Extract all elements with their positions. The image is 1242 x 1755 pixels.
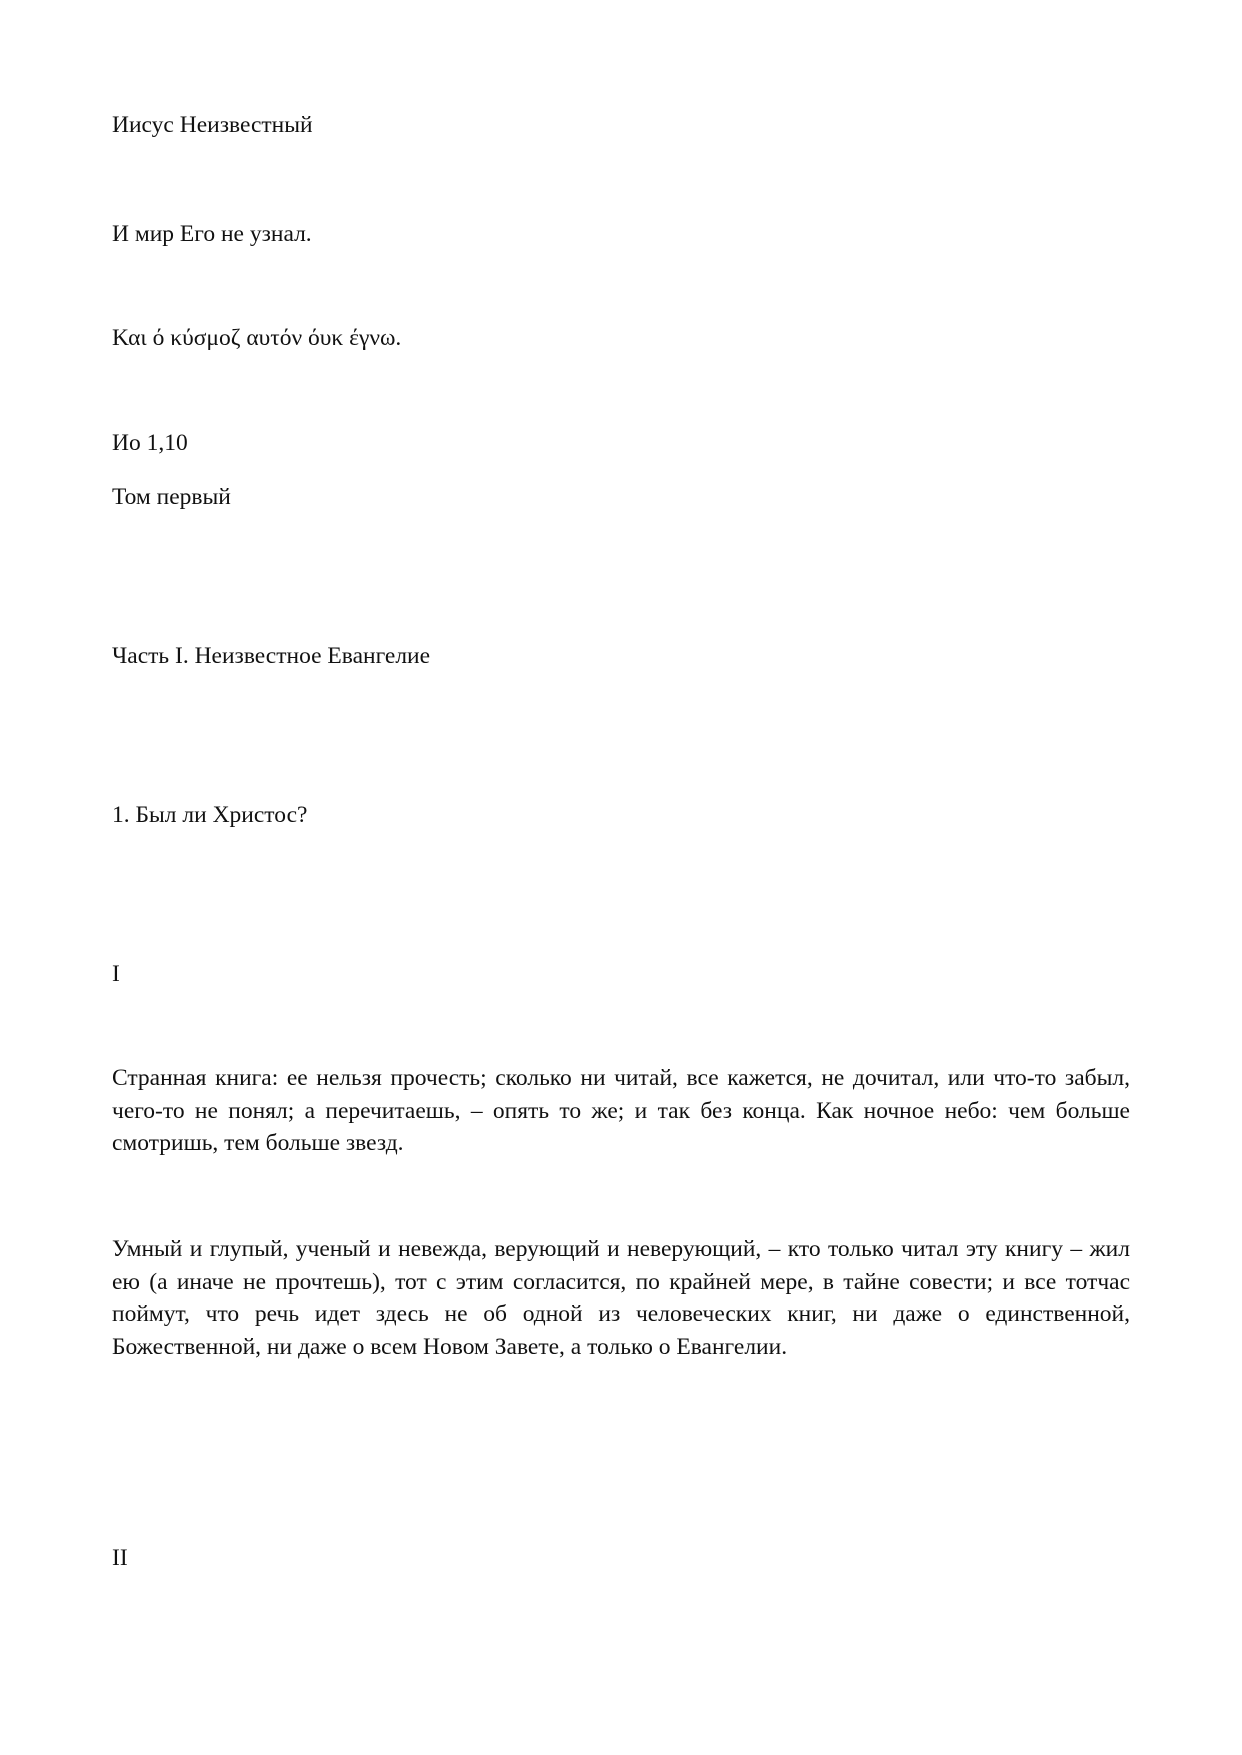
paragraph-1: Странная книга: ее нельзя прочесть; сколько ни читай, все кажется, не дочитал, или что-то забыл, чего-то не понял; а перечитаешь, – опять то же; и так без конца. Как ночное небо: чем больше смотришь, тем больше звезд. [112, 1065, 1130, 1156]
epigraph-greek: Και ό κύσμοζ αυτόν όυκ έγνω. [112, 325, 402, 351]
section-heading-1: I [112, 961, 120, 987]
section-heading-2: II [112, 1545, 128, 1571]
epigraph-reference: Ио 1,10 [112, 430, 188, 456]
chapter-heading: 1. Был ли Христос? [112, 802, 308, 828]
volume-heading: Том первый [112, 484, 231, 510]
epigraph-russian: И мир Его не узнал. [112, 221, 312, 247]
book-title: Иисус Неизвестный [112, 112, 313, 138]
paragraph-2: Умный и глупый, ученый и невежда, верующий и неверующий, – кто только читал эту книгу – жил ею (а иначе не прочтешь), тот с этим согласится, по крайней мере, в тайне совести; и все тотчас поймут, что речь идет здесь не об одной из человеческих книг, ни даже о единственной, Божественной, ни даже о всем Новом Завете, а только о Евангелии. [112, 1236, 1130, 1360]
part-heading: Часть I. Неизвестное Евангелие [112, 643, 431, 669]
